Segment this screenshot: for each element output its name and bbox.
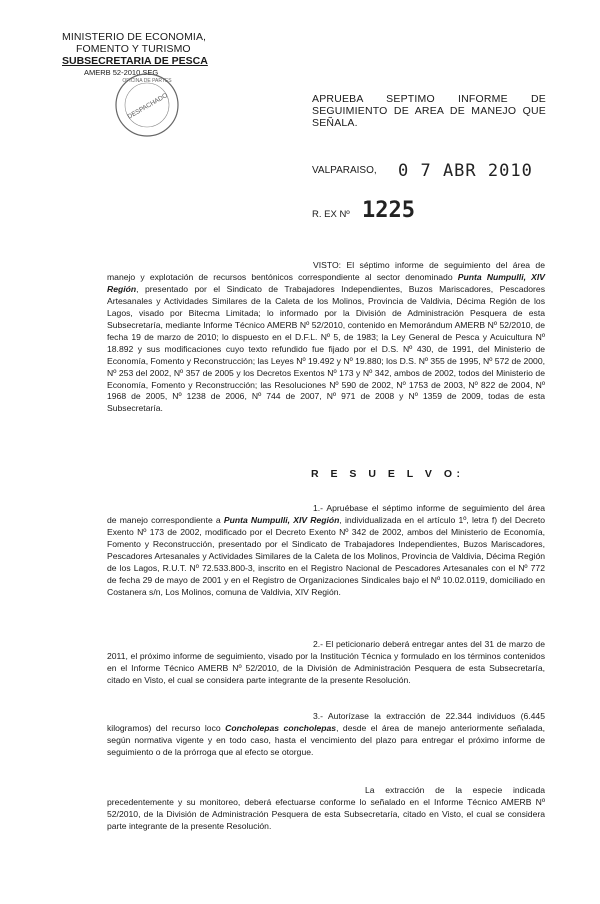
resuelvo-heading: R E S U E L V O: xyxy=(311,468,465,480)
office-stamp xyxy=(112,70,182,140)
visto-text-b: , presentado por el Sindicato de Trabajadores Independientes, Buzos Mariscadores, Pescadores Artesanales y Actividades Similares de la Caleta de los Molinos, Provincia de Valdivia, Décima Región de los Lagos, visado por Bitecma Limitada; lo informado por la División de Administración Pesquera de esta Subsecretaría, mediante Informe Técnico AMERB Nº 52/2010, contenido en Memorándum AMERB Nº 52/2010, de fecha 19 de marzo de 2010; lo dispuesto en el D.F.L. Nº 5, de 1983; la Ley General de Pesca y Acuicultura Nº 18.892 y sus modificaciones cuyo texto refundido fue fijado por el D.S. Nº 430, de 1991, del Ministerio de Economía, Fomento y Reconstrucción; las Leyes Nº 19.492 y Nº 19.880; los D.S. Nº 355 de 1995, Nº 572 de 2000, Nº 253 del 2002, Nº 357 de 2005 y los Decretos Exentos Nº 173 y Nº 342, ambos de 2002, todos del Ministerio de Economía, Fomento y Reconstrucción; las Resoluciones Nº 590 de 2002, Nº 1753 de 2003, Nº 822 de 2004, Nº 1968 de 2005, Nº 1238 de 2006, Nº 744 de 2007, Nº 971 de 2008 y Nº 1359 de 2009, todas de esta Subsecretaría. xyxy=(107,283,545,414)
issue-date-stamp: 0 7 ABR 2010 xyxy=(398,161,533,181)
resolution-subject: APRUEBA SEPTIMO INFORME DE SEGUIMIENTO DE AREA DE MANEJO QUE SEÑALA. xyxy=(312,93,546,129)
visto-sector: Punta Numpulli, XIV Región xyxy=(107,271,545,294)
visto-lead: VISTO: xyxy=(313,260,342,270)
reference-code-number: AMERB 52-2010 xyxy=(84,68,141,77)
article-3 xyxy=(107,711,545,759)
ministry-name: MINISTERIO DE ECONOMIA, xyxy=(62,31,207,43)
reference-code-suffix: SEG xyxy=(142,68,159,77)
resolution-number: 1225 xyxy=(362,198,415,223)
stamp-center-text: DESPACHADO xyxy=(126,92,169,121)
resolution-number-label: R. EX Nº xyxy=(312,209,350,220)
visto-text-a: El séptimo informe de seguimiento del área de manejo y explotación de recursos bentónicos correspondiente al sector denominado xyxy=(107,260,545,282)
place-label: VALPARAISO, xyxy=(312,165,377,176)
article-3-text-b: , desde el área de manejo anteriormente señalada, según normativa vigente y en todo caso, hasta el vencimiento del plazo para entregar el próximo informe de seguimiento o de la prórroga que al efecto se otorgue. xyxy=(107,722,545,757)
ministry-name-cont: FOMENTO Y TURISMO xyxy=(76,43,191,55)
article-1-text-b: , individualizada en el artículo 1º, letra f) del Decreto Exento Nº 173 de 2002, modificado por el Decreto Exento Nº 342 de 2002, ambos del Ministerio de Economía, Fomento y Reconstrucción, presentado por el Sindicato de Trabajadores Independientes, Buzos Mariscadores, Pescadores Artesanales y Actividades Similares de la Caleta de los Molinos, Provincia de Valdivia, Décima Región de los Lagos, R.U.T. Nº 72.533.800-3, inscrito en el Registro Nacional de Pescadores Artesanales con el Nº 772 de fecha 29 de mayo de 2001 y en el Registro de Organizaciones Sindicales bajo el Nº 10.02.0119, domiciliado en Costanera s/n, Los Molinos, comuna de Valdivia, XIV Región. xyxy=(107,514,545,597)
article-1 xyxy=(107,503,545,599)
article-3-text-a: 3.- Autorízase la extracción de 22.344 individuos (6.445 kilogramos) del recurso loco xyxy=(107,711,545,733)
article-2: 2.- El peticionario deberá entregar antes del 31 de marzo de 2011, el próximo informe de seguimiento, visado por la Institución Técnica y formulado en los términos contenidos en el Informe Técnico AMERB Nº 52/2010, de la División de Administración Pesquera de esta Subsecretaría, citado en Visto, el cual se considera parte integrante de la presente Resolución. xyxy=(107,639,545,685)
closing-paragraph: La extracción de la especie indicada precedentemente y su monitoreo, deberá efectuarse conforme lo señalado en el Informe Técnico AMERB Nº 52/2010, de la División de Administración Pesquera de esta Subsecretaría, citado en Visto, el cual se considera parte integrante de la presente Resolución. xyxy=(107,785,545,831)
article-1-sector: Punta Numpulli, XIV Región xyxy=(223,514,340,525)
article-1-text-a: 1.- Apruébase el séptimo informe de seguimiento del área de manejo correspondiente a xyxy=(107,503,545,525)
article-3-species: Concholepas concholepas xyxy=(225,722,337,733)
visto-paragraph xyxy=(107,260,545,415)
subsecretaria-name: SUBSECRETARIA DE PESCA xyxy=(62,55,208,67)
stamp-top-text: OFICINA DE PARTES xyxy=(122,78,172,84)
